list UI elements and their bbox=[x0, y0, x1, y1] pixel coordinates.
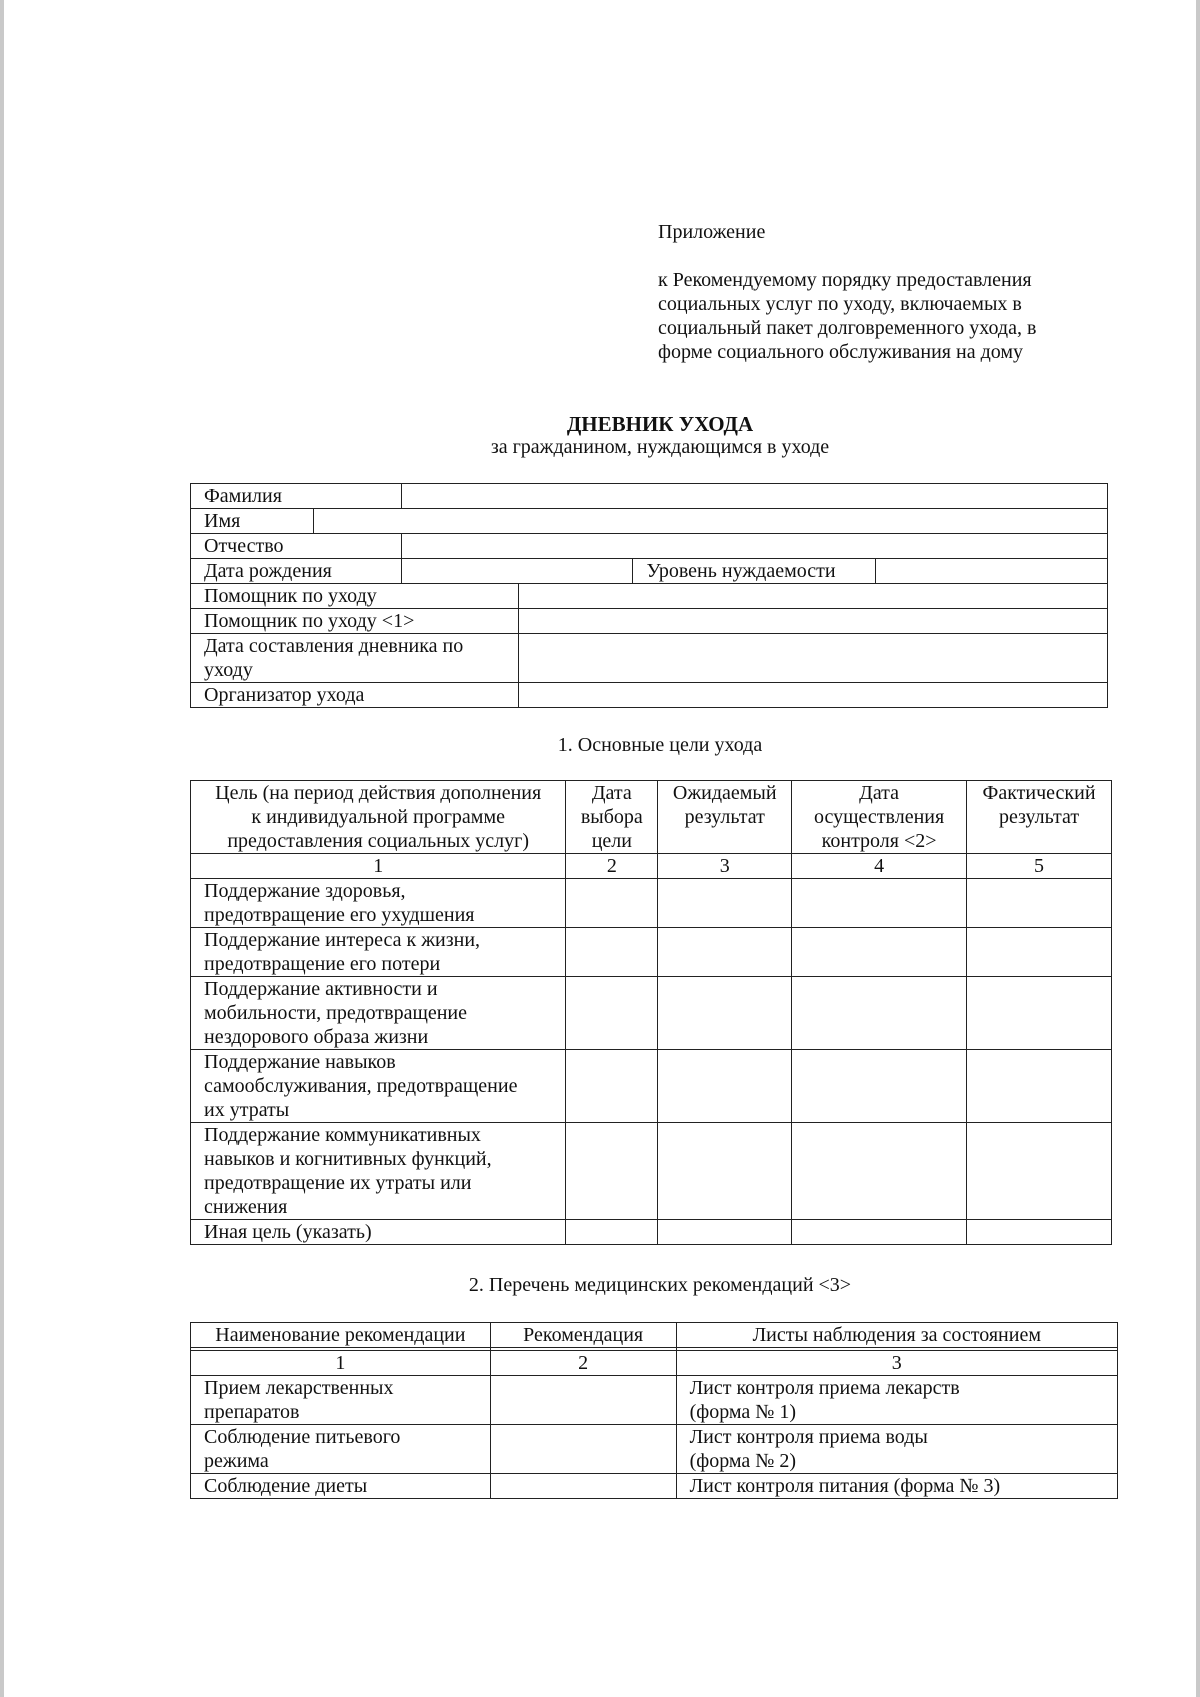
column-number: 3 bbox=[676, 1351, 1117, 1376]
surname-field[interactable] bbox=[401, 484, 1107, 509]
recommendation-row bbox=[191, 1474, 1118, 1499]
column-number: 1 bbox=[191, 854, 566, 879]
goal-entry-cell[interactable] bbox=[566, 879, 658, 928]
observation-sheet-line: (форма № 2) bbox=[689, 1450, 797, 1472]
goals-header-row bbox=[191, 781, 1112, 854]
goal-entry-cell[interactable] bbox=[792, 1050, 967, 1123]
need-level-label: Уровень нуждаемости bbox=[633, 559, 876, 584]
goal-row bbox=[191, 1050, 1112, 1123]
header-selection-date-line: Дата bbox=[591, 782, 632, 804]
care-assistant-label: Помощник по уходу bbox=[191, 584, 519, 609]
recommendations-header-row bbox=[191, 1323, 1118, 1348]
header-goal-line: предоставления социальных услуг) bbox=[227, 830, 530, 852]
care-assistant-2-field[interactable] bbox=[518, 609, 1107, 634]
goal-entry-cell[interactable] bbox=[792, 1220, 967, 1245]
header-expected-result-line: результат bbox=[684, 806, 765, 828]
recommendation-name-line: режима bbox=[204, 1450, 269, 1472]
goal-row bbox=[191, 879, 1112, 928]
goal-entry-cell[interactable] bbox=[566, 1123, 658, 1220]
goal-name-line: навыков и когнитивных функций, bbox=[204, 1148, 492, 1170]
document-title: ДНЕВНИК УХОДА bbox=[566, 412, 754, 436]
annex-spacer bbox=[658, 244, 1128, 268]
diary-date-label bbox=[191, 634, 519, 683]
goal-name bbox=[191, 928, 566, 977]
goal-name-line: Поддержание интереса к жизни, bbox=[204, 929, 481, 951]
goal-entry-cell[interactable] bbox=[792, 1123, 967, 1220]
goal-name-line: самообслуживания, предотвращение bbox=[204, 1075, 518, 1097]
recommendation-row bbox=[191, 1425, 1118, 1474]
header-actual-result bbox=[967, 781, 1112, 854]
header-control-date-line: Дата bbox=[859, 782, 900, 804]
info-row-diary-date bbox=[191, 634, 1108, 683]
annex-line: форме социального обслуживания на дому bbox=[658, 341, 1024, 363]
goal-row bbox=[191, 1123, 1112, 1220]
observation-sheet bbox=[676, 1474, 1117, 1499]
goal-entry-cell[interactable] bbox=[658, 1123, 792, 1220]
recommendations-number-row bbox=[191, 1351, 1118, 1376]
observation-sheet-line: (форма № 1) bbox=[689, 1401, 797, 1423]
goal-entry-cell[interactable] bbox=[792, 928, 967, 977]
goal-entry-cell[interactable] bbox=[658, 928, 792, 977]
care-goals-body bbox=[191, 781, 1112, 1245]
care-organizer-field[interactable] bbox=[518, 683, 1107, 708]
header-control-date-line: осуществления bbox=[814, 806, 945, 828]
recommendation-entry-cell[interactable] bbox=[490, 1425, 676, 1474]
goal-name-line: мобильности, предотвращение bbox=[204, 1002, 468, 1024]
header-goal-line: к индивидуальной программе bbox=[251, 806, 505, 828]
care-assistant-2-label: Помощник по уходу <1> bbox=[191, 609, 519, 634]
goal-name bbox=[191, 1220, 566, 1245]
observation-sheet bbox=[676, 1376, 1117, 1425]
goal-entry-cell[interactable] bbox=[967, 977, 1112, 1050]
column-number: 1 bbox=[191, 1351, 491, 1376]
header-selection-date bbox=[566, 781, 658, 854]
recommendation-name-line: Соблюдение питьевого bbox=[204, 1426, 401, 1448]
page-right-edge bbox=[1196, 0, 1200, 1697]
care-assistant-field[interactable] bbox=[518, 584, 1107, 609]
annex-title: Приложение bbox=[658, 221, 766, 243]
care-organizer-label: Организатор ухода bbox=[191, 683, 519, 708]
recommendations-body bbox=[191, 1323, 1118, 1499]
goal-name-line: Иная цель (указать) bbox=[204, 1221, 372, 1243]
recommendation-name bbox=[191, 1474, 491, 1499]
personal-info-table bbox=[190, 483, 1108, 708]
patronymic-field[interactable] bbox=[401, 534, 1107, 559]
observation-sheet bbox=[676, 1425, 1117, 1474]
goal-entry-cell[interactable] bbox=[566, 977, 658, 1050]
header-recommendation: Рекомендация bbox=[490, 1323, 676, 1348]
header-control-date bbox=[792, 781, 967, 854]
surname-label: Фамилия bbox=[191, 484, 402, 509]
goal-entry-cell[interactable] bbox=[658, 1050, 792, 1123]
patronymic-label: Отчество bbox=[191, 534, 402, 559]
info-row-patronymic bbox=[191, 534, 1108, 559]
header-goal bbox=[191, 781, 566, 854]
goal-entry-cell[interactable] bbox=[566, 1220, 658, 1245]
goal-entry-cell[interactable] bbox=[967, 879, 1112, 928]
goal-row bbox=[191, 928, 1112, 977]
goal-entry-cell[interactable] bbox=[967, 1123, 1112, 1220]
goal-name bbox=[191, 1050, 566, 1123]
column-number: 4 bbox=[792, 854, 967, 879]
recommendation-name-line: Прием лекарственных bbox=[204, 1377, 394, 1399]
info-row-care-organizer bbox=[191, 683, 1108, 708]
goal-entry-cell[interactable] bbox=[967, 928, 1112, 977]
section2-heading: 2. Перечень медицинских рекомендаций <3> bbox=[468, 1274, 852, 1296]
header-selection-date-line: цели bbox=[591, 830, 632, 852]
annex-line: социальных услуг по уходу, включаемых в bbox=[658, 293, 1022, 315]
recommendation-name-line: препаратов bbox=[204, 1401, 300, 1423]
goal-entry-cell[interactable] bbox=[792, 879, 967, 928]
goal-name-line: предотвращение их утраты или bbox=[204, 1172, 472, 1194]
goal-name bbox=[191, 1123, 566, 1220]
info-row-birth-date bbox=[191, 559, 1108, 584]
goal-entry-cell[interactable] bbox=[967, 1050, 1112, 1123]
header-actual-result-line: результат bbox=[998, 806, 1080, 828]
goal-entry-cell[interactable] bbox=[658, 1220, 792, 1245]
header-control-date-line: контроля <2> bbox=[821, 830, 937, 852]
header-expected-result-line: Ожидаемый bbox=[672, 782, 777, 804]
goals-number-row bbox=[191, 854, 1112, 879]
document-subtitle: за гражданином, нуждающимся в уходе bbox=[490, 436, 830, 458]
header-goal-line: Цель (на период действия дополнения bbox=[215, 782, 542, 804]
header-actual-result-line: Фактический bbox=[982, 782, 1096, 804]
goal-name-line: Поддержание активности и bbox=[204, 978, 438, 1000]
info-row-care-assistant-2 bbox=[191, 609, 1108, 634]
observation-sheet-line: Лист контроля питания (форма № 3) bbox=[689, 1475, 1001, 1497]
info-row-care-assistant bbox=[191, 584, 1108, 609]
goal-name-line: снижения bbox=[204, 1196, 288, 1218]
annex-block bbox=[658, 220, 1128, 364]
goal-name-line: Поддержание навыков bbox=[204, 1051, 396, 1073]
column-number: 3 bbox=[658, 854, 792, 879]
recommendation-name bbox=[191, 1425, 491, 1474]
recommendation-name-line: Соблюдение диеты bbox=[204, 1475, 368, 1497]
recommendation-entry-cell[interactable] bbox=[490, 1474, 676, 1499]
info-row-surname bbox=[191, 484, 1108, 509]
goal-entry-cell[interactable] bbox=[658, 977, 792, 1050]
need-level-field[interactable] bbox=[876, 559, 1108, 584]
goal-row bbox=[191, 1220, 1112, 1245]
care-goals-table bbox=[190, 780, 1112, 1245]
goal-entry-cell[interactable] bbox=[566, 928, 658, 977]
diary-date-label-line: Дата составления дневника по bbox=[204, 635, 464, 657]
annex-line: к Рекомендуемому порядку предоставления bbox=[658, 269, 1032, 291]
observation-sheet-line: Лист контроля приема лекарств bbox=[689, 1377, 960, 1399]
goal-name-line: нездорового образа жизни bbox=[204, 1026, 429, 1048]
goal-name bbox=[191, 977, 566, 1050]
column-number: 2 bbox=[490, 1351, 676, 1376]
goal-name-line: предотвращение его потери bbox=[204, 953, 441, 975]
birth-date-label: Дата рождения bbox=[191, 559, 402, 584]
medical-recommendations-table bbox=[190, 1322, 1118, 1499]
header-expected-result bbox=[658, 781, 792, 854]
goal-entry-cell[interactable] bbox=[658, 879, 792, 928]
header-recommendation-name: Наименование рекомендации bbox=[191, 1323, 491, 1348]
goal-entry-cell[interactable] bbox=[566, 1050, 658, 1123]
goal-name bbox=[191, 879, 566, 928]
info-row-name bbox=[191, 509, 1108, 534]
recommendation-name bbox=[191, 1376, 491, 1425]
recommendation-entry-cell[interactable] bbox=[490, 1376, 676, 1425]
birth-date-field[interactable] bbox=[401, 559, 633, 584]
observation-sheet-line: Лист контроля приема воды bbox=[689, 1426, 928, 1448]
goal-name-line: Поддержание здоровья, bbox=[204, 880, 406, 902]
header-selection-date-line: выбора bbox=[580, 806, 643, 828]
section1-heading: 1. Основные цели ухода bbox=[557, 734, 763, 756]
annex-line: социальный пакет долговременного ухода, в bbox=[658, 317, 1037, 339]
goal-name-line: Поддержание коммуникативных bbox=[204, 1124, 481, 1146]
name-label: Имя bbox=[191, 509, 314, 534]
header-observation-sheets: Листы наблюдения за состоянием bbox=[676, 1323, 1117, 1348]
page-left-edge bbox=[0, 0, 4, 1697]
column-number: 5 bbox=[967, 854, 1112, 879]
goal-entry-cell[interactable] bbox=[967, 1220, 1112, 1245]
column-number: 2 bbox=[566, 854, 658, 879]
goal-row bbox=[191, 977, 1112, 1050]
goal-entry-cell[interactable] bbox=[792, 977, 967, 1050]
goal-name-line: их утраты bbox=[204, 1099, 290, 1121]
name-field[interactable] bbox=[313, 509, 1107, 534]
goal-name-line: предотвращение его ухудшения bbox=[204, 904, 475, 926]
diary-date-label-line: уходу bbox=[204, 659, 253, 681]
diary-date-field[interactable] bbox=[518, 634, 1107, 683]
recommendation-row bbox=[191, 1376, 1118, 1425]
